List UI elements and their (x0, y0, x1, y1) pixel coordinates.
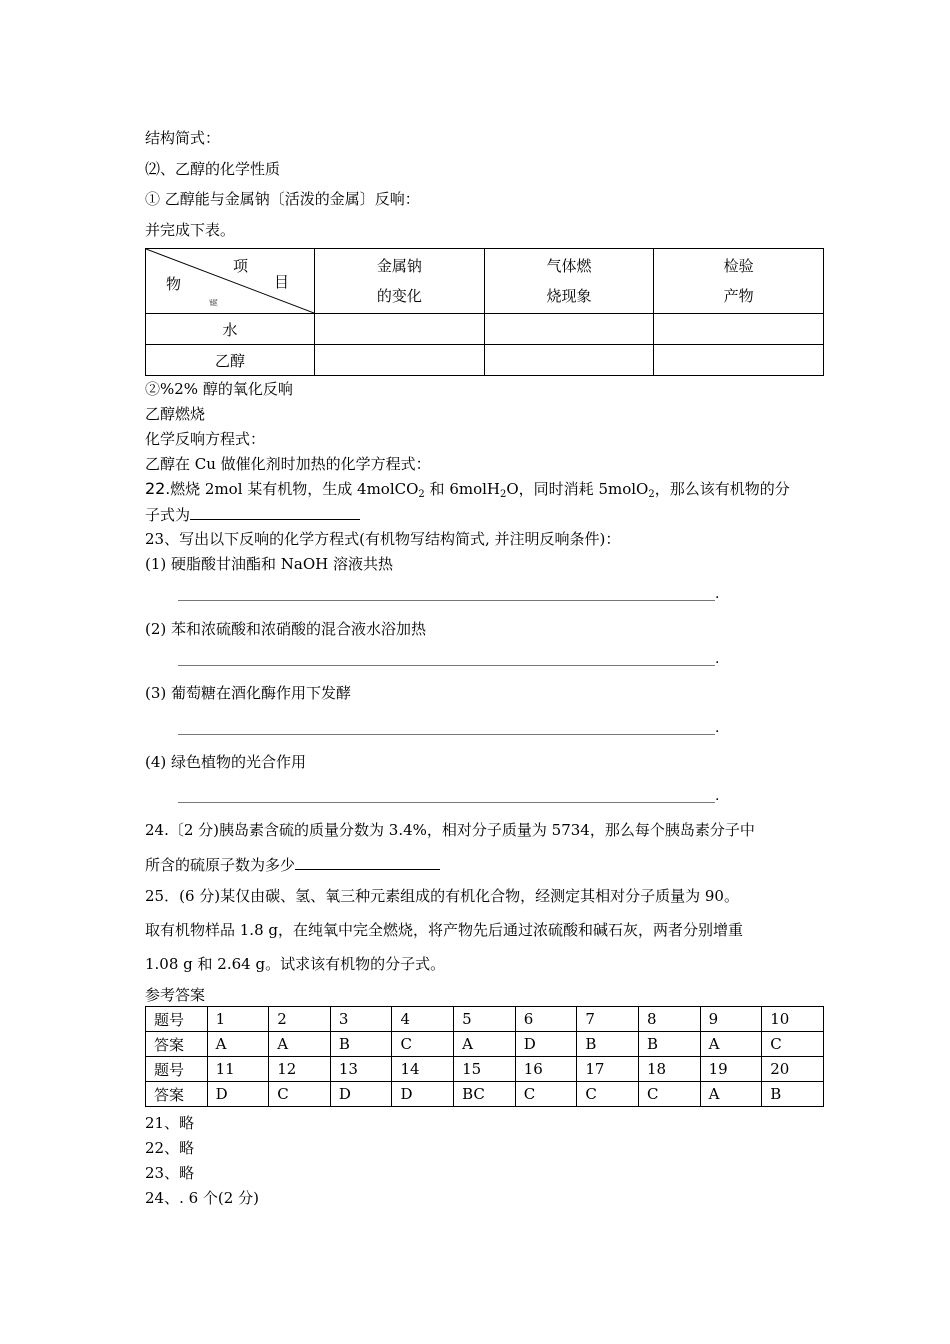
table-cell: 1 (207, 1007, 269, 1032)
table-cell: A (269, 1032, 331, 1057)
row-header-cell: 答案 (146, 1082, 208, 1107)
answer-23: 23、略 (145, 1164, 195, 1182)
table-cell: 11 (207, 1057, 269, 1082)
table-cell: A (700, 1032, 762, 1057)
answer-line-3[interactable] (178, 734, 715, 735)
table-cell: A (700, 1082, 762, 1107)
table-cell: C (762, 1032, 824, 1057)
text-cu-catalyst: 乙醇在 Cu 做催化剂时加热的化学方程式： (145, 455, 431, 473)
table-cell: 14 (392, 1057, 454, 1082)
text-ethanol-properties: ⑵、乙醇的化学性质 (145, 160, 281, 178)
question-25c: 1.08 g 和 2.64 g。试求该有机物的分子式。 (145, 955, 446, 973)
text-equation-label: 化学反响方程式： (145, 430, 266, 448)
question-22: 22.燃烧 2mol 某有机物，生成 4molCO$_2$ 和 6molH$_2$O，同时消耗 5molO$_2$，那么该有机物的分 (145, 479, 790, 500)
col-gas-combustion: 气体燃 烧现象 (484, 249, 654, 314)
table-cell: 16 (515, 1057, 577, 1082)
row-ethanol: 乙醇 (146, 345, 315, 376)
table-cell: 19 (700, 1057, 762, 1082)
table-cell: B (762, 1082, 824, 1107)
col-sodium-change: 金属钠 的变化 (315, 249, 485, 314)
row-header-cell: 答案 (146, 1032, 208, 1057)
table-cell: 12 (269, 1057, 331, 1082)
diagonal-header-cell (146, 249, 315, 314)
answer-21: 21、略 (145, 1114, 195, 1132)
answer-blank[interactable] (190, 504, 360, 520)
table-row (146, 1057, 824, 1082)
blank-cell[interactable] (484, 345, 654, 376)
blank-cell[interactable] (654, 345, 824, 376)
table-cell: 4 (392, 1007, 454, 1032)
reaction-table (145, 248, 824, 376)
question-24-answer: 所含的硫原子数为多少 (145, 854, 440, 875)
answer-22: 22、略 (145, 1139, 195, 1157)
row-water: 水 (146, 314, 315, 345)
table-cell: C (269, 1082, 331, 1107)
table-cell: 9 (700, 1007, 762, 1032)
answer-blank[interactable] (295, 854, 440, 870)
question-25b: 取有机物样品 1.8 g，在纯氧中完全燃烧，将产物先后通过浓硫酸和碱石灰，两者分别增重 (145, 921, 743, 939)
table-cell: 20 (762, 1057, 824, 1082)
question-25a: 25．(6 分)某仅由碳、氢、氧三种元素组成的有机化合物，经测定其相对分子质量为 90。 (145, 887, 739, 905)
table-cell: BC (454, 1082, 516, 1107)
diag-label-xiang: 项 (233, 257, 249, 275)
table-cell: 17 (577, 1057, 639, 1082)
table-cell: 5 (454, 1007, 516, 1032)
diag-label-mu: 目 (274, 273, 290, 291)
table-cell: B (577, 1032, 639, 1057)
table-cell: A (454, 1032, 516, 1057)
question-23: 23、写出以下反响的化学方程式(有机物写结构简式, 并注明反响条件)： (145, 530, 621, 548)
answer-line-1[interactable] (178, 600, 715, 601)
text-oxidation: ②%2% 醇的氧化反响 (145, 380, 293, 398)
table-cell: D (515, 1032, 577, 1057)
table-cell: 10 (762, 1007, 824, 1032)
table-cell: 7 (577, 1007, 639, 1032)
table-row (146, 1007, 824, 1032)
question-23-2: (2) 苯和浓硫酸和浓硝酸的混合液水浴加热 (145, 620, 427, 638)
table-cell: D (392, 1082, 454, 1107)
text-structure-formula: 结构简式： (145, 129, 221, 147)
question-23-4: (4) 绿色植物的光合作用 (145, 753, 307, 771)
question-23-3: (3) 葡萄糖在酒化酶作用下发酵 (145, 684, 352, 702)
text-ethanol-sodium: ① 乙醇能与金属钠〔活泼的金属〕反响： (145, 190, 420, 208)
answer-line-2[interactable] (178, 665, 715, 666)
table-cell: C (577, 1082, 639, 1107)
table-cell: 6 (515, 1007, 577, 1032)
table-cell: A (207, 1032, 269, 1057)
table-cell: 8 (639, 1007, 701, 1032)
table-cell: D (330, 1082, 392, 1107)
question-24: 24.〔2 分)胰岛素含硫的质量分数为 3.4%，相对分子质量为 5734，那么每个胰岛素分子中 (145, 821, 755, 839)
answer-24: 24、. 6 个(2 分) (145, 1189, 259, 1207)
table-cell: 3 (330, 1007, 392, 1032)
answer-key-table (145, 1006, 824, 1107)
blank-cell[interactable] (654, 314, 824, 345)
table-cell: C (392, 1032, 454, 1057)
blank-cell[interactable] (315, 345, 485, 376)
table-row (146, 1082, 824, 1107)
reference-answers-title: 参考答案 (145, 986, 206, 1004)
question-23-1: (1) 硬脂酸甘油酯和 NaOH 溶液共热 (145, 555, 393, 573)
row-header-cell: 题号 (146, 1057, 208, 1082)
table-cell: B (639, 1032, 701, 1057)
question-22-answer: 子式为 (145, 504, 360, 525)
text-complete-table: 并完成下表。 (145, 221, 236, 239)
table-cell: 13 (330, 1057, 392, 1082)
diag-label-wu: 物 (166, 275, 182, 293)
table-cell: C (639, 1082, 701, 1107)
table-cell: D (207, 1082, 269, 1107)
diag-label-zhi: 质 (209, 298, 219, 307)
text-combustion: 乙醇燃烧 (145, 405, 206, 423)
col-test-product: 检验 产物 (654, 249, 824, 314)
blank-cell[interactable] (315, 314, 485, 345)
table-cell: C (515, 1082, 577, 1107)
blank-cell[interactable] (484, 314, 654, 345)
table-row (146, 1032, 824, 1057)
table-cell: 2 (269, 1007, 331, 1032)
table-cell: 18 (639, 1057, 701, 1082)
row-header-cell: 题号 (146, 1007, 208, 1032)
answer-line-4[interactable] (178, 802, 715, 803)
table-cell: 15 (454, 1057, 516, 1082)
table-cell: B (330, 1032, 392, 1057)
